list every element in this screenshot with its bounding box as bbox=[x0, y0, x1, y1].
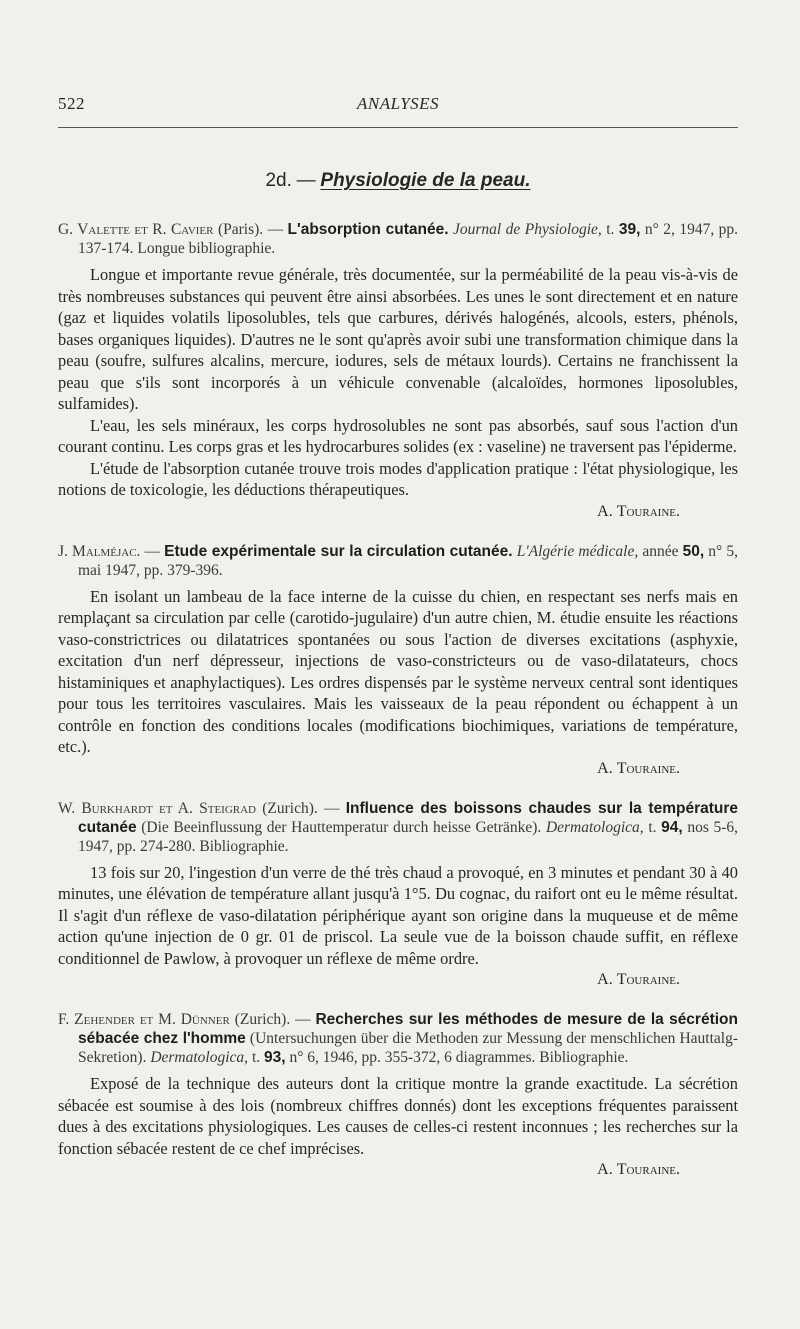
abstracts-list bbox=[58, 220, 738, 1200]
volume-prefix: t. bbox=[251, 1049, 261, 1066]
reviewer-initial: A. bbox=[597, 971, 613, 988]
article-title: L'absorption cutanée. bbox=[287, 221, 449, 238]
abstract-entry bbox=[58, 799, 738, 991]
citation-authors: F. Zehender et M. Dünner bbox=[58, 1011, 230, 1028]
reviewer-signature bbox=[58, 970, 680, 990]
section-heading bbox=[58, 170, 738, 192]
citation-details: n° 2, 1947, pp. 137-174. Longue bibliographie. bbox=[78, 221, 739, 257]
citation-details: nos 5-6, 1947, pp. 274-280. Bibliographie. bbox=[78, 818, 739, 855]
reviewer-initial: A. bbox=[597, 1161, 613, 1178]
citation-dash: — bbox=[295, 1011, 311, 1028]
volume-number: 50, bbox=[682, 542, 705, 560]
journal-name: Dermatologica, bbox=[150, 1049, 249, 1066]
citation-details: n° 6, 1946, pp. 355-372, 6 diagrammes. Bibliographie. bbox=[289, 1049, 629, 1066]
citation-authors: J. Malméjac. bbox=[58, 542, 141, 560]
reviewer-signature bbox=[58, 502, 680, 522]
abstract-paragraph: Longue et importante revue générale, très documentée, sur la perméabilité de la peau vis-à-vis de très nombreuses substances qui peuvent être ainsi absorbées. Les unes le sont directement et en nature (gaz et liquides volatils liposolubles, tels que carbures, dérivés halogénés, alcools, esters, phénols, bases organiques liquides). D'autres ne le sont qu'après avoir subi une transformation chimique dans la peau (soufre, sulfures alcalins, mercure, iodures, sels de métaux lourds). Certains ne franchissent la peau que s'ils sont incorporés à un véhicule convenable (alcaloïdes, hormones liposolubles, sulfamides). bbox=[58, 265, 738, 413]
article-original-title: (Die Beeinflussung der Hauttemperatur durch heisse Getränke). bbox=[141, 818, 542, 836]
journal-name: Journal de Physiologie, bbox=[453, 221, 602, 238]
reviewer-initial: A. bbox=[597, 502, 613, 520]
section-dash: — bbox=[296, 170, 316, 191]
abstract-paragraph: Exposé de la technique des auteurs dont la critique montre la grande exactitude. La sécrétion sébacée est soumise à des lois (nombreux chiffres donnés) dont les exceptions fréquentes paraissent dues à des excitations physiologiques. Les causes de celles-ci restent inconnues ; les recherches sur la fonction sébacée restent de ce chef imprécises. bbox=[58, 1074, 738, 1158]
article-original-title: (Untersuchungen über die Methoden zur Messung der menschlichen Hauttalg-Sekretion). bbox=[78, 1030, 739, 1066]
volume-number: 39, bbox=[618, 221, 641, 238]
section-title: Physiologie de la peau. bbox=[320, 170, 531, 191]
header-rule bbox=[58, 127, 738, 128]
reviewer-signature bbox=[58, 1160, 680, 1180]
citation bbox=[58, 1010, 738, 1067]
abstract-entry bbox=[58, 1010, 738, 1180]
volume-prefix: t. bbox=[648, 818, 657, 836]
abstract-paragraph: 13 fois sur 20, l'ingestion d'un verre de thé très chaud a provoqué, en 3 minutes et pendant 30 à 40 minutes, une élévation de température allant jusqu'à 1°5. Du cognac, du raifort ont eu le même résultat. Il s'agit d'un réflexe de vaso-dilatation périphérique ayant son origine dans la muqueuse et de même action qu'une injection de 0 gr. 01 de priscol. La seule vue de la boisson chaude suffit, en réflexe conditionnel de Pawlow, à provoquer un réflexe de même ordre. bbox=[58, 862, 738, 968]
citation-place: (Paris). bbox=[217, 221, 264, 238]
citation bbox=[58, 542, 738, 580]
volume-number: 93, bbox=[264, 1049, 286, 1066]
citation-dash: — bbox=[267, 221, 284, 238]
reviewer-name: Touraine. bbox=[616, 759, 680, 777]
article-title: Recherches sur les méthodes de mesure de la sécrétion sébacée chez l'homme bbox=[78, 1011, 738, 1047]
page-number: 522 bbox=[58, 94, 85, 113]
citation-authors: G. Valette et R. Cavier bbox=[58, 221, 214, 238]
citation-dash: — bbox=[144, 542, 161, 560]
running-title: ANALYSES bbox=[356, 94, 440, 113]
abstract-paragraph: L'étude de l'absorption cutanée trouve trois modes d'application pratique : l'état physiologique, les notions de toxicologie, les déductions thérapeutiques. bbox=[58, 458, 738, 499]
citation bbox=[58, 799, 738, 856]
reviewer-name: Touraine. bbox=[616, 971, 680, 988]
citation-dash: — bbox=[323, 799, 340, 817]
article-title: Etude expérimentale sur la circulation cutanée. bbox=[164, 542, 513, 560]
abstract-entry bbox=[58, 220, 738, 522]
citation bbox=[58, 220, 738, 258]
volume-prefix: t. bbox=[606, 221, 615, 238]
abstract-paragraph: L'eau, les sels minéraux, les corps hydrosolubles ne sont pas absorbés, sauf sous l'action d'un courant continu. Les corps gras et les hydrocarbures solides (ex : vaseline) ne traversent pas l'épiderme. bbox=[58, 415, 738, 456]
journal-name: Dermatologica, bbox=[545, 818, 644, 836]
reviewer-name: Touraine. bbox=[616, 1161, 680, 1178]
abstract-paragraph: En isolant un lambeau de la face interne de la cuisse du chien, en respectant ses nerfs mais en remplaçant sa circulation par celle (carotido-jugulaire) d'un autre chien, M. étudie ensuite les réactions vaso-constrictrices ou dilatatrices spontanées ou sous l'action de diverses excitations (asphyxie, excitation d'un nerf dépresseur, injections de vaso-constricteurs ou de vaso-dilatateurs, chocs histaminiques et anaphylactiques). Les ordres dispensés par le système nerveux central sont identiques pour tous les territoires vasculaires. Mais les vaisseaux de la peau répondent ou échappent à un contrôle en fonction des conditions locales (modifications biochimiques, variations de température, etc.). bbox=[58, 586, 738, 756]
citation-place: (Zurich). bbox=[262, 799, 318, 817]
volume-prefix: année bbox=[642, 542, 679, 560]
reviewer-initial: A. bbox=[597, 759, 613, 777]
reviewer-signature bbox=[58, 759, 680, 779]
citation-authors: W. Burkhardt et A. Steigrad bbox=[58, 799, 256, 817]
citation-details: n° 5, mai 1947, pp. 379-396. bbox=[78, 542, 738, 579]
journal-name: L'Algérie médicale, bbox=[516, 542, 639, 560]
volume-number: 94, bbox=[661, 818, 683, 836]
citation-place: (Zurich). bbox=[234, 1011, 291, 1028]
abstract-entry bbox=[58, 542, 738, 779]
reviewer-name: Touraine. bbox=[616, 502, 680, 520]
section-number: 2d. bbox=[265, 170, 292, 191]
article-title: Influence des boissons chaudes sur la température cutanée bbox=[78, 799, 738, 836]
